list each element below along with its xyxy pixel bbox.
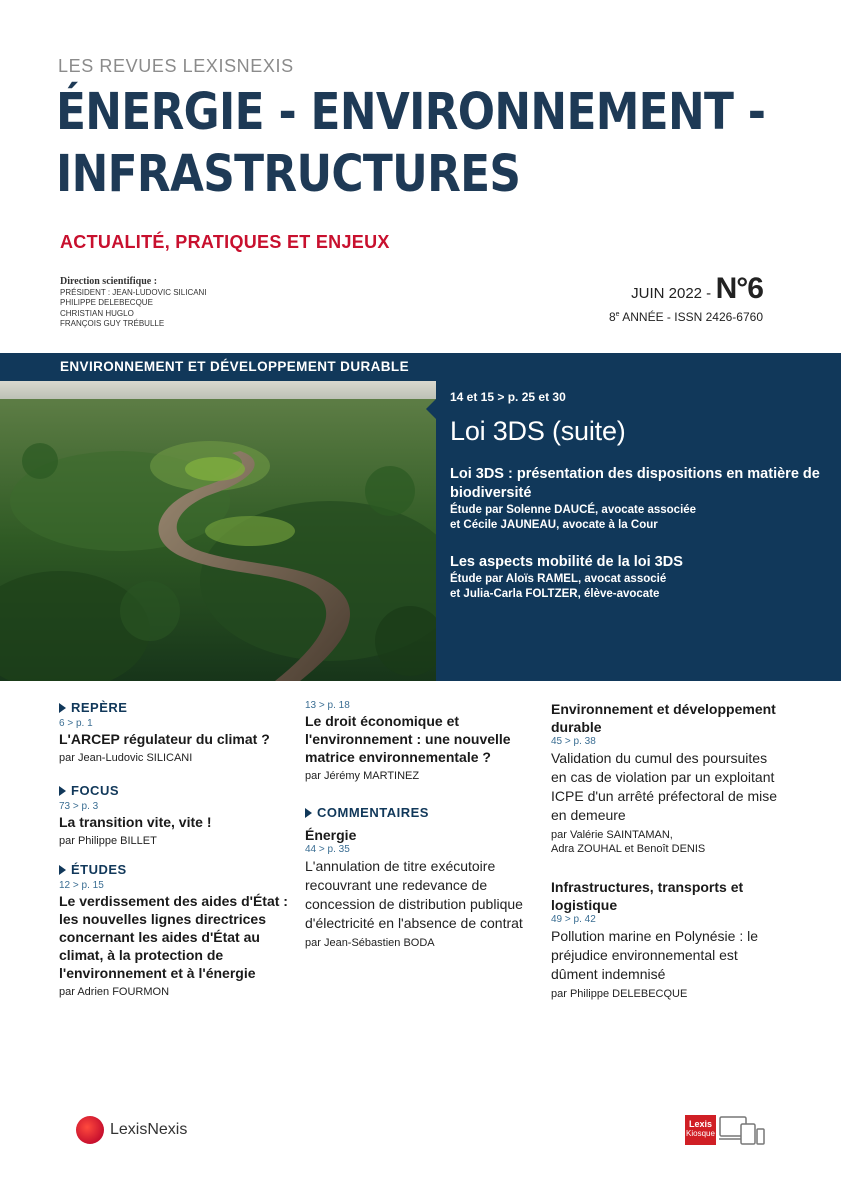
page-ref: 49 > p. 42 xyxy=(551,914,596,925)
kiosque-logo-line2: Kiosque xyxy=(686,1129,715,1138)
feature-article xyxy=(450,553,825,602)
feature-article xyxy=(450,465,825,533)
section-label: COMMENTAIRES xyxy=(317,805,429,820)
section-label: ÉTUDES xyxy=(71,862,127,877)
page-ref: 44 > p. 35 xyxy=(305,844,350,855)
article-title: Le verdissement des aides d'État : les nouvelles lignes directrices concernant les aides d'État au climat, à la protection de l'environnement et à l'énergie xyxy=(59,893,288,981)
section-repere xyxy=(59,700,289,715)
topic-subhead: Environnement et développement durable xyxy=(551,701,776,735)
section-label: REPÈRE xyxy=(71,700,128,715)
kiosque-logo xyxy=(685,1115,716,1145)
article-title: Le droit économique et l'environnement : une nouvelle matrice environnementale ? xyxy=(305,713,511,765)
feature-block xyxy=(450,390,825,602)
issue-issn: ANNÉE - ISSN 2426-6760 xyxy=(619,310,763,324)
commentary-title: L'annulation de titre exécutoire recouvrant une redevance de concession de distribution publique d'électricité en l'absence de contrat xyxy=(305,858,523,931)
lexisnexis-logo xyxy=(76,1116,187,1144)
toc-column-1 xyxy=(59,700,289,999)
lexisnexis-logo-icon xyxy=(76,1116,104,1144)
direction-label: Direction scientifique : xyxy=(60,276,158,287)
kiosque-logo-line1: Lexis xyxy=(688,1119,712,1129)
journal-title xyxy=(56,82,766,206)
author-byline: Adra ZOUHAL et Benoît DENIS xyxy=(551,843,706,855)
feature-band-label: ENVIRONNEMENT ET DÉVELOPPEMENT DURABLE xyxy=(0,353,436,381)
topic-subhead: Infrastructures, transports et logistique xyxy=(551,879,744,913)
author-byline: par Philippe BILLET xyxy=(59,835,157,847)
triangle-bullet-icon xyxy=(59,786,66,796)
feature-article-byline: et Julia-Carla FOLTZER, élève-avocate xyxy=(450,588,660,600)
section-commentaires xyxy=(305,805,535,820)
toc-column-2 xyxy=(305,700,535,950)
issue-year-issn xyxy=(609,310,763,324)
direction-name: PRÉSIDENT : JEAN-LUDOVIC SILICANI xyxy=(60,287,207,297)
author-byline: par Jérémy MARTINEZ xyxy=(305,770,420,782)
author-byline: par Adrien FOURMON xyxy=(59,986,170,998)
issue-number: N°6 xyxy=(715,272,763,305)
page-ref: 13 > p. 18 xyxy=(305,700,350,711)
commentary-title: Pollution marine en Polynésie : le préjudice environnemental est dûment indemnisé xyxy=(551,928,759,982)
article-title: L'ARCEP régulateur du climat ? xyxy=(59,731,270,747)
lexis-kiosque-badge xyxy=(685,1115,765,1145)
feature-article-byline: et Cécile JAUNEAU, avocate à la Cour xyxy=(450,519,658,531)
feature-article-title: Les aspects mobilité de la loi 3DS xyxy=(450,554,683,570)
triangle-bullet-icon xyxy=(59,703,66,713)
issue-date: JUIN 2022 - xyxy=(631,285,712,302)
page-ref: 12 > p. 15 xyxy=(59,880,104,891)
author-byline: par Valérie SAINTAMAN, xyxy=(551,829,673,841)
devices-icon xyxy=(719,1115,765,1145)
issue-year: 8 xyxy=(608,310,616,324)
feature-article-byline: Étude par Aloïs RAMEL, avocat associé xyxy=(450,573,667,585)
article-title: La transition vite, vite ! xyxy=(59,814,212,830)
triangle-bullet-icon xyxy=(59,865,66,875)
feature-title: Loi 3DS (suite) xyxy=(450,416,626,446)
lexisnexis-wordmark: LexisNexis xyxy=(110,1121,188,1138)
feature-pages: 14 et 15 > p. 25 et 30 xyxy=(450,390,566,404)
issue-info xyxy=(609,272,763,324)
direction-name: FRANÇOIS GUY TRÉBULLE xyxy=(60,319,165,328)
author-byline: par Jean-Ludovic SILICANI xyxy=(59,752,193,764)
page-ref: 6 > p. 1 xyxy=(59,718,93,729)
topic-subhead: Énergie xyxy=(305,827,357,843)
forest-river-photo xyxy=(0,381,436,681)
section-etudes xyxy=(59,862,289,877)
journal-title-line1: ÉNERGIE - ENVIRONNEMENT - xyxy=(56,83,766,142)
scientific-direction xyxy=(60,277,207,330)
section-label: FOCUS xyxy=(71,783,119,798)
issue-year-suffix: e xyxy=(615,311,620,318)
page-ref: 45 > p. 38 xyxy=(551,736,596,747)
page-ref: 73 > p. 3 xyxy=(59,801,99,812)
journal-title-line2: INFRASTRUCTURES xyxy=(56,145,521,204)
direction-name: PHILIPPE DELEBECQUE xyxy=(60,298,153,307)
section-focus xyxy=(59,783,289,798)
feature-article-byline: Étude par Solenne DAUCÉ, avocate associée xyxy=(450,504,697,516)
toc-column-3 xyxy=(551,700,786,1001)
commentary-title: Validation du cumul des poursuites en cas de violation par un exploitant ICPE d'un arrêté préfectoral de mise en demeure xyxy=(551,750,778,823)
author-byline: par Philippe DELEBECQUE xyxy=(551,988,688,1000)
feature-article-title: Loi 3DS : présentation des dispositions en matière de biodiversité xyxy=(450,466,820,501)
series-name: LES REVUES LEXISNEXIS xyxy=(58,56,294,76)
direction-name: CHRISTIAN HUGLO xyxy=(60,308,134,318)
journal-subtitle: ACTUALITÉ, PRATIQUES ET ENJEUX xyxy=(60,232,390,252)
feature-notch xyxy=(426,398,437,420)
triangle-bullet-icon xyxy=(305,808,312,818)
author-byline: par Jean-Sébastien BODA xyxy=(305,937,435,949)
